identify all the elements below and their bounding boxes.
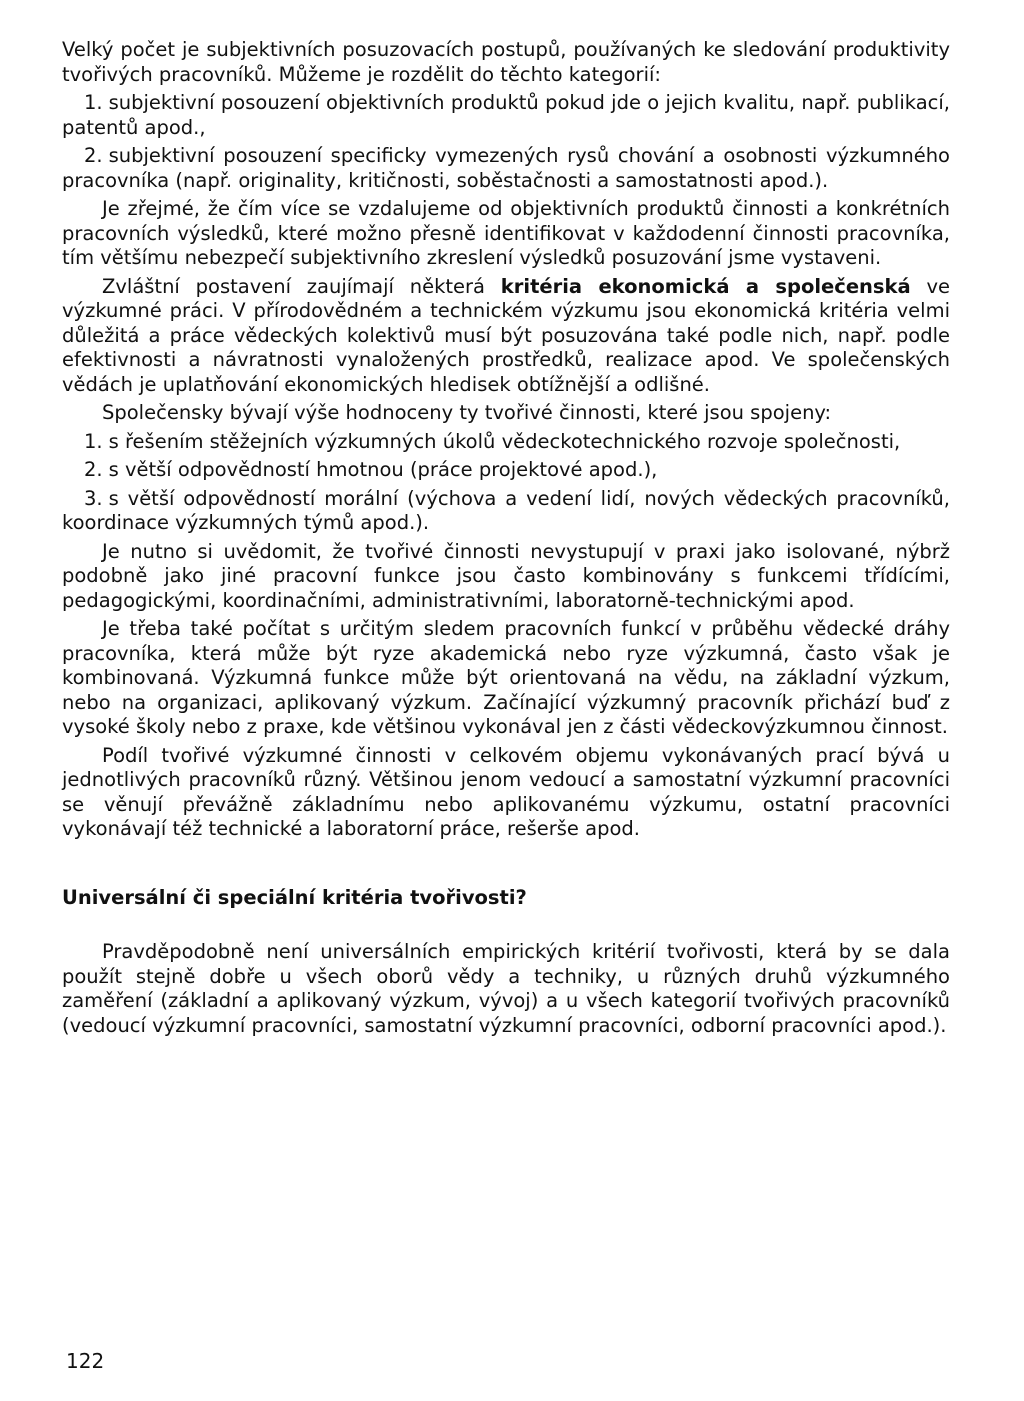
obvious-paragraph: Je zřejmé, že čím více se vzdalujeme od objektivních produktů činnosti a konkrétních pracovních výsledků, které možno přesně identifikovat v každodenní činnosti pracovníka, tím většímu nebezpečí subjektivního zkreslení výsledků posuzování jsme vystaveni. (62, 197, 950, 269)
list-item (62, 458, 950, 483)
list-number: 3. (84, 486, 103, 510)
list-number: 2. (84, 458, 103, 481)
society-paragraph: Společensky bývají výše hodnoceny ty tvořivé činnosti, které jsou spojeny: (102, 401, 832, 424)
list-number: 1. (84, 91, 103, 114)
list-item (62, 144, 950, 193)
special-criteria-paragraph (62, 275, 950, 398)
list-text: subjektivní posouzení specificky vymezených rysů chování a osobnosti výzkumného pracovníka (např. originality, kritičnosti, soběstačnosti a samostatnosti apod.). (62, 144, 950, 192)
share-paragraph: Podíl tvořivé výzkumné činnosti v celkovém objemu vykonávaných prací bývá u jednotlivých pracovníků různý. Většinou jenom vedoucí a samostatní výzkumní pracovníci se věnují převážně základnímu nebo aplikovanému výzkumu, ostatní pracovníci vykonávají též technické a laboratorní práce, rešerše apod. (62, 743, 950, 840)
list-item (62, 430, 950, 455)
list-number: 2. (84, 144, 103, 167)
list-text: subjektivní posouzení objektivních produktů pokud jde o jejich kvalitu, např. publikací, patentů apod., (62, 91, 950, 139)
realize-paragraph: Je nutno si uvědomit, že tvořivé činnosti nevystupují v praxi jako isolované, nýbrž podobně jako jiné pracovní funkce jsou často kombinovány s funkcemi třídícími, pedagogickými, koordinačními, administrativními, laboratorně-technickými apod. (62, 539, 950, 612)
list-item (62, 91, 950, 140)
list-number: 1. (84, 429, 103, 453)
special-text-bold: kritéria ekonomická a společenská (500, 274, 911, 298)
page-body (62, 38, 950, 1042)
intro-paragraph: Velký počet je subjektivních posuzovacích postupů, používaných ke sledování produktivity tvořivých pracovníků. Můžeme je rozdělit do těchto kategorií: (62, 38, 950, 86)
special-text-before: Zvláštní postavení zaujímají některá (102, 274, 501, 298)
section-paragraph: Pravděpodobně není universálních empirických kritérií tvořivosti, která by se dala použít stejně dobře u všech oborů vědy a techniky, u různých druhů výzkumného zaměření (základní a aplikovaný výzkum, vývoj) a u všech kategorií tvořivých pracovníků (vedoucí výzkumní pracovníci, samostatní výzkumní pracovníci, odborní pracovníci apod.). (62, 940, 950, 1037)
list-text: s větší odpovědností morální (výchova a vedení lidí, nových vědeckých pracovníků, koordinace výzkumných týmů apod.). (62, 486, 950, 534)
list-text: s větší odpovědností hmotnou (práce projektové apod.), (108, 458, 658, 481)
list-item (62, 487, 950, 536)
special-text-after: ve výzkumné práci. V přírodovědném a technickém výzkumu jsou ekonomická kritéria velmi důležitá a práce vědeckých kolektivů musí být posuzována také podle nich, např. podle efektivnosti a návratnosti vynaložených prostředků, realizace apod. Ve společenských vědách je uplatňování ekonomických hledisek obtížnější a odlišné. (62, 274, 950, 396)
section-heading: Universální či speciální kritéria tvořivosti? (62, 885, 527, 909)
list-text: s řešením stěžejních výzkumných úkolů vědeckotechnického rozvoje společnosti, (108, 429, 901, 453)
page-number: 122 (66, 1349, 105, 1373)
sequence-paragraph: Je třeba také počítat s určitým sledem pracovních funkcí v průběhu vědecké dráhy pracovníka, která může být ryze akademická nebo ryze výzkumná, často však je kombinovaná. Výzkumná funkce může být orientovaná na vědu, na základní výzkum, nebo na organizaci, aplikovaný výzkum. Začínající výzkumný pracovník přichází buď z vysoké školy nebo z praxe, kde většinou vykonával jen z části vědeckovýzkumnou činnost. (62, 617, 950, 738)
